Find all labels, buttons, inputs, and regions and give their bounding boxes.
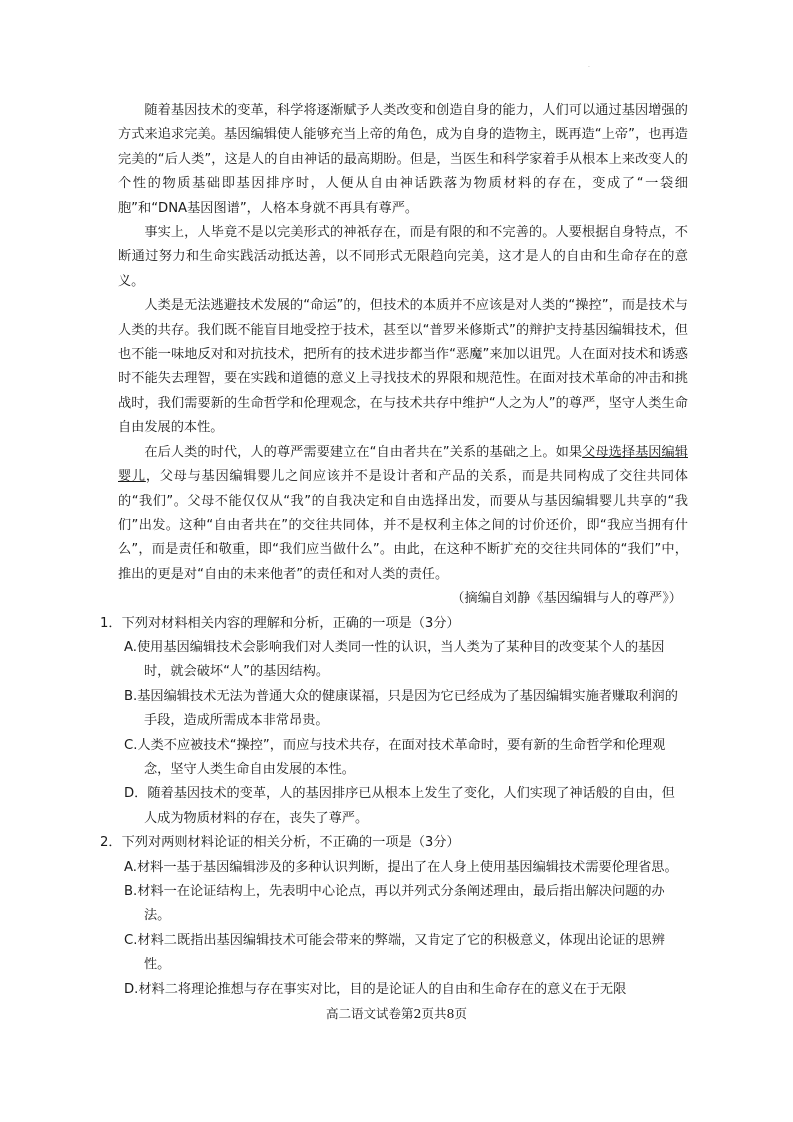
paragraph-4-text-a: 在后人类的时代，人的尊严需要建立在“自由者共在”关系的基础之上。如果 (144, 444, 583, 460)
question-2-option-d: D.材料二将理论推想与存在事实对比，目的是论证人的自由和生命存在的意义在于无限 (124, 981, 627, 997)
underlined-phrase: 父母选择基因编辑婴儿 (118, 444, 688, 485)
page-footer: 高二语文试卷第2页共8页 (326, 1006, 467, 1021)
question-1-option-d: D．随着基因技术的变革，人的基因排序已从根本上发生了变化，人们实现了神话般的自由，但人成为物质材料的存在，丧失了尊严。 (124, 786, 675, 826)
question-2-stem: 2．下列对两则材料论证的相关分析，不正确的一项是（3分） (100, 835, 460, 851)
question-2 (100, 831, 688, 1002)
page-corner-mark: . (588, 62, 590, 69)
passage-paragraph-2: 事实上，人毕竟不是以完美形式的神祇存在，而是有限的和不完善的。人要根据自身特点，不断通过努力和生命实践活动抵达善，以不同形式无限趋向完美，这才是人的自由和生命存在的意义。 (118, 225, 688, 289)
question-2-option-b: B.材料一在论证结构上，先表明中心论点，再以并列式分条阐述理由，最后指出解决问题的办法。 (124, 884, 665, 924)
paragraph-4-text-b: ，父母与基因编辑婴儿之间应该并不是设计者和产品的关系，而是共同构成了交往共同体的“我们”。父母不能仅仅从“我”的自我决定和自由选择出发，而要从与基因编辑婴儿共享的“我们”出发。这种“自由者共在”的交往共同体，并不是权利主体之间的讨价还价，即“我应当拥有什么”，而是责任和敬重，即“我们应当做什么”。由此，在这种不断扩充的交往共同体的“我们”中，推出的更是对“自由的未来他者”的责任和对人类的责任。 (118, 469, 688, 582)
passage-paragraph-3: 人类是无法逃避技术发展的“命运”的，但技术的本质并不应该是对人类的“操控”，而是技术与人类的共存。我们既不能盲目地受控于技术，甚至以“普罗米修斯式”的辩护支持基因编辑技术，但也不能一味地反对和对抗技术，把所有的技术进步都当作“恶魔”来加以诅咒。人在面对技术和诱惑时不能失去理智，要在实践和道德的意义上寻找技术的界限和规范性。在面对技术革命的冲击和挑战时，我们需要新的生命哲学和伦理观念，在与技术共存中维护“人之为人”的尊严，坚守人类生命自由发展的本性。 (118, 298, 688, 436)
exam-content (100, 99, 688, 1002)
passage-paragraph-1: 随着基因技术的变革，科学将逐渐赋予人类改变和创造自身的能力，人们可以通过基因增强的方式来追求完美。基因编辑使人能够充当上帝的角色，成为自身的造物主，既再造“上帝”，也再造完美的“后人类”，这是人的自由神话的最高期盼。但是，当医生和科学家着手从根本上来改变人的个性的物质基础即基因排序时，人便从自由神话跌落为物质材料的存在，变成了“一袋细胞”和“DNA基因图谱”，人格本身就不再具有尊严。 (118, 103, 688, 216)
question-1-option-c: C.人类不应被技术“操控”，而应与技术共存，在面对技术革命时，要有新的生命哲学和伦理观念，坚守人类生命自由发展的本性。 (124, 737, 666, 777)
question-2-option-c: C.材料二既指出基因编辑技术可能会带来的弊端，又肯定了它的积极意义，体现出论证的思辨性。 (124, 932, 665, 973)
question-1-option-b: B.基因编辑技术无法为普通大众的健康谋福，只是因为它已经成为了基因编辑实施者赚取利润的手段，造成所需成本非常昂贵。 (124, 688, 678, 729)
question-1 (100, 612, 688, 832)
passage-paragraph-4 (118, 441, 688, 587)
question-1-stem: 1．下列对材料相关内容的理解和分析，正确的一项是（3分） (100, 615, 460, 631)
passage-source: （摘编自刘静《基因编辑与人的尊严》） (451, 591, 682, 607)
question-1-option-a: A.使用基因编辑技术会影响我们对人类同一性的认识，当人类为了某种目的改变某个人的基因时，就会破坏“人”的基因结构。 (124, 639, 665, 680)
question-2-option-a: A.材料一基于基因编辑涉及的多种认识判断，提出了在人身上使用基因编辑技术需要伦理省思。 (124, 859, 678, 875)
